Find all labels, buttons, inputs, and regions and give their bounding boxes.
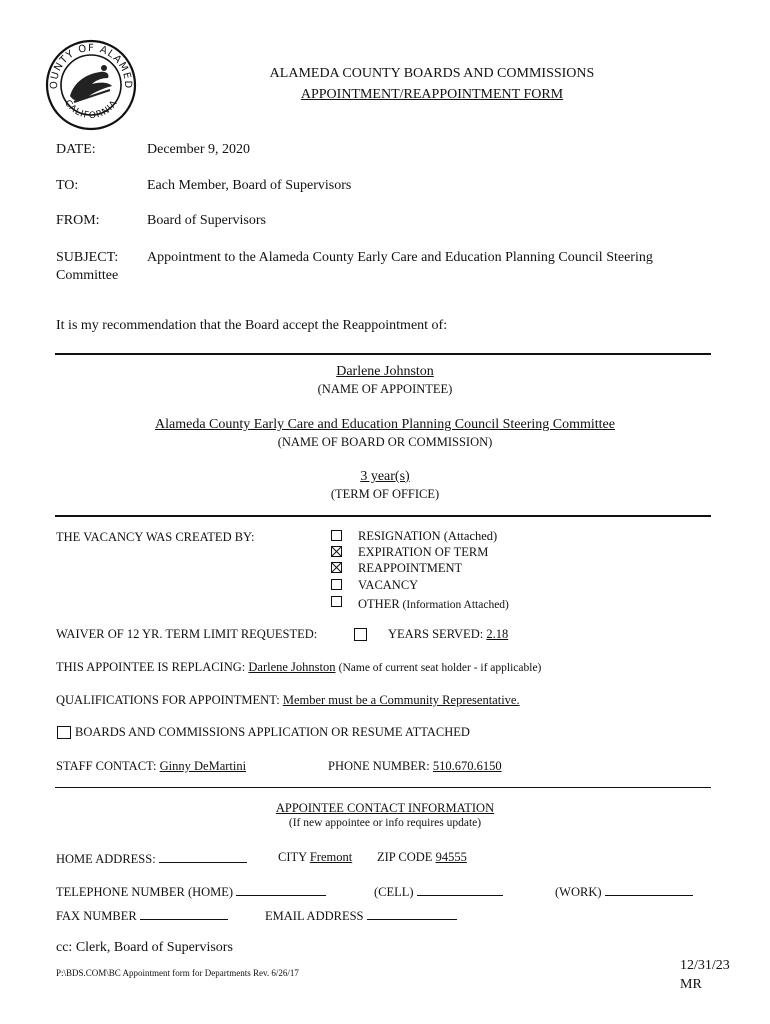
option-label: OTHER (358, 597, 400, 611)
work-field[interactable] (605, 883, 693, 896)
fax-field[interactable] (140, 907, 228, 920)
appointee-name-caption: (NAME OF APPOINTEE) (317, 382, 453, 396)
board-name-caption: (NAME OF BOARD OR COMMISSION) (277, 435, 493, 449)
checkbox-other[interactable] (331, 596, 342, 607)
seal-text-bottom: CALIFORNIA (62, 98, 120, 122)
contact-subheading: (If new appointee or info requires update) (288, 817, 482, 829)
from-label: FROM: (56, 213, 100, 228)
qualifications-label: QUALIFICATIONS FOR APPOINTMENT: (56, 693, 280, 707)
replacing-value: Darlene Johnston (248, 660, 336, 674)
checkbox-expiration[interactable] (331, 546, 342, 557)
divider (55, 353, 711, 355)
years-served-value: 2.18 (486, 627, 509, 641)
stamp-date: 12/31/23 (680, 958, 730, 973)
subject-value: Appointment to the Alameda County Early Care and Education Planning Council Steering (147, 250, 653, 265)
city-label: CITY (278, 850, 307, 864)
term-value: 3 year(s) (360, 469, 410, 484)
email-label: EMAIL ADDRESS (265, 909, 364, 923)
divider (55, 787, 711, 788)
date-label: DATE: (56, 142, 96, 157)
appointee-name: Darlene Johnston (336, 364, 434, 379)
checkbox-resignation[interactable] (331, 530, 342, 541)
waiver-checkbox[interactable] (354, 628, 367, 641)
divider (55, 515, 711, 517)
fax-label: FAX NUMBER (56, 909, 137, 923)
replacing-label: THIS APPOINTEE IS REPLACING: (56, 660, 246, 674)
board-name: Alameda County Early Care and Education Planning Council Steering Committee (155, 417, 615, 432)
term-caption: (TERM OF OFFICE) (330, 487, 440, 501)
telephone-home-label: TELEPHONE NUMBER (HOME) (56, 885, 234, 899)
option-label: RESIGNATION (358, 529, 441, 543)
zip-value: 94555 (435, 850, 467, 864)
option-note: (Information Attached) (399, 599, 509, 611)
option-label: VACANCY (358, 578, 419, 592)
date-value: December 9, 2020 (147, 142, 251, 157)
qualifications-value: Member must be a Community Representative. (282, 693, 520, 707)
option-label: REAPPOINTMENT (358, 561, 463, 575)
form-subtitle: APPOINTMENT/REAPPOINTMENT FORM (300, 87, 564, 102)
county-seal (44, 38, 138, 132)
subject-label: SUBJECT: (56, 250, 119, 265)
option-note: (Attached) (440, 529, 498, 543)
staff-contact-label: STAFF CONTACT: (56, 759, 157, 773)
telephone-home-field[interactable] (236, 883, 326, 896)
home-address-field[interactable] (159, 850, 247, 863)
application-label: BOARDS AND COMMISSIONS APPLICATION OR RESUME ATTACHED (75, 725, 470, 739)
home-address-label: HOME ADDRESS: (56, 852, 156, 866)
to-value: Each Member, Board of Supervisors (147, 178, 352, 193)
seal-text-top: OUNTY OF ALAMED (48, 42, 134, 90)
email-field[interactable] (367, 907, 457, 920)
application-checkbox[interactable] (57, 726, 71, 739)
vacancy-label: THE VACANCY WAS CREATED BY: (56, 530, 255, 544)
cell-label: (CELL) (374, 885, 414, 899)
to-label: TO: (56, 178, 79, 193)
years-served-label: YEARS SERVED: (388, 627, 484, 641)
work-label: (WORK) (555, 885, 602, 899)
cell-field[interactable] (417, 883, 503, 896)
checkbox-vacancy[interactable] (331, 579, 342, 590)
zip-label: ZIP CODE (377, 850, 433, 864)
option-label: EXPIRATION OF TERM (358, 545, 489, 559)
subject-wrap: Committee (56, 268, 119, 283)
file-path: P:\BDS.COM\BC Appointment form for Departments Rev. 6/26/17 (56, 968, 299, 978)
city-value: Fremont (309, 850, 353, 864)
stamp-initials: MR (680, 977, 702, 992)
contact-heading: APPOINTEE CONTACT INFORMATION (275, 801, 495, 815)
phone-label: PHONE NUMBER: (328, 759, 430, 773)
recommendation-text: It is my recommendation that the Board accept the Reappointment of: (56, 318, 448, 333)
replacing-note: (Name of current seat holder - if applicable) (338, 662, 542, 674)
waiver-label: WAIVER OF 12 YR. TERM LIMIT REQUESTED: (56, 627, 318, 641)
checkbox-reappointment[interactable] (331, 562, 342, 573)
phone-value: 510.670.6150 (432, 759, 502, 773)
from-value: Board of Supervisors (147, 213, 266, 228)
staff-contact-value: Ginny DeMartini (159, 759, 247, 773)
cc-line: cc: Clerk, Board of Supervisors (56, 940, 233, 955)
form-title: ALAMEDA COUNTY BOARDS AND COMMISSIONS (269, 66, 595, 81)
